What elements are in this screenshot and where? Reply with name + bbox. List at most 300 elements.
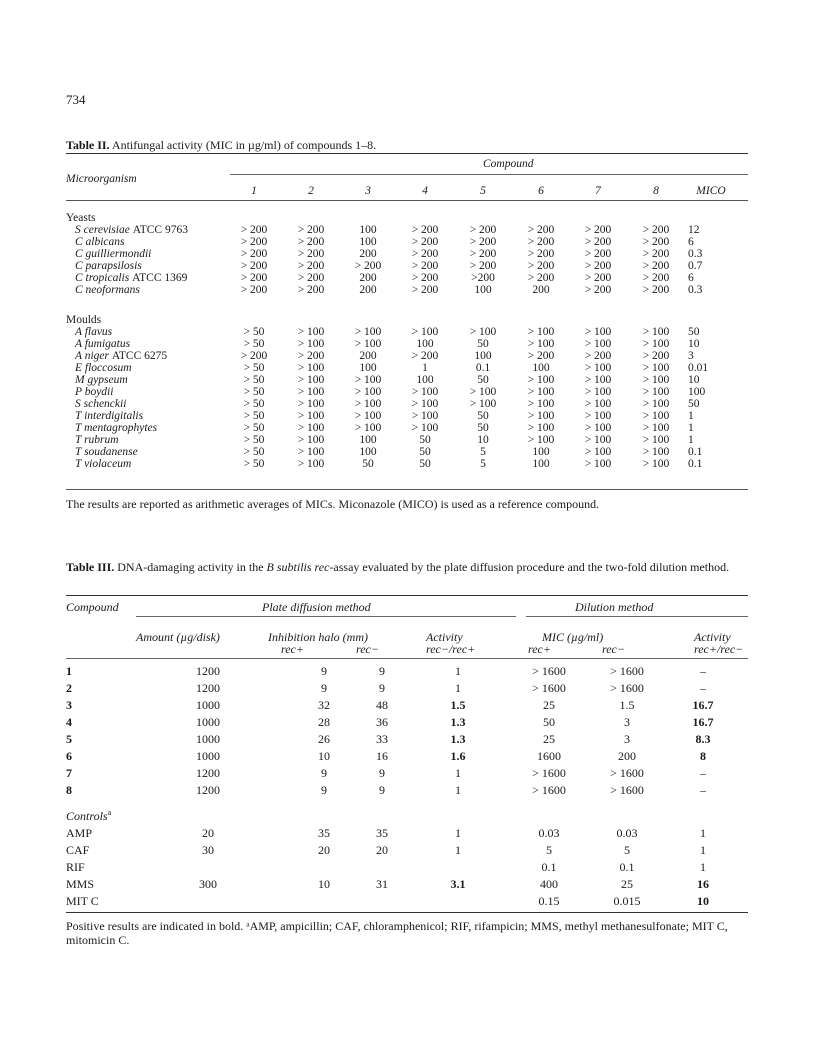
table2-footnote: The results are reported as arithmetic averages of MICs. Miconazole (MICO) is used as a reference compound. bbox=[66, 497, 600, 511]
organism-strain: ATCC 1369 bbox=[132, 272, 188, 284]
cell-amount: 1200 bbox=[196, 766, 220, 780]
mic-value: > 100 bbox=[411, 422, 439, 434]
mic-value: > 50 bbox=[243, 410, 265, 422]
table3-row bbox=[66, 698, 748, 714]
compound-id: 8 bbox=[66, 783, 72, 797]
cell-halo-minus: 20 bbox=[376, 843, 388, 857]
mico-value: 50 bbox=[688, 326, 700, 338]
mico-value: 10 bbox=[688, 374, 700, 386]
mic-value: > 100 bbox=[297, 338, 325, 350]
organism-species: A niger bbox=[75, 350, 109, 362]
table3-control-row bbox=[66, 894, 748, 910]
compound-id: 7 bbox=[66, 766, 72, 780]
cell-halo-minus: 33 bbox=[376, 732, 388, 746]
mic-value: 5 bbox=[480, 446, 486, 458]
cell-halo-minus: 9 bbox=[379, 766, 385, 780]
mico-value: 0.1 bbox=[688, 458, 703, 470]
organism-species: C guilliermondii bbox=[75, 248, 152, 260]
mic-value: > 100 bbox=[297, 398, 325, 410]
cell-activity2: 10 bbox=[697, 894, 709, 908]
mic-value: > 200 bbox=[297, 224, 325, 236]
mic-value: > 200 bbox=[354, 260, 382, 272]
mico-value: 1 bbox=[688, 422, 694, 434]
cell-mic-plus: 25 bbox=[543, 698, 555, 712]
mic-value: > 100 bbox=[411, 326, 439, 338]
mic-value: 100 bbox=[416, 338, 434, 350]
mic-value: > 200 bbox=[240, 260, 268, 272]
cell-mic-minus: > 1600 bbox=[610, 766, 644, 780]
mic-value: 100 bbox=[359, 434, 377, 446]
cell-mic-minus: 5 bbox=[624, 843, 630, 857]
mic-value: > 200 bbox=[411, 272, 439, 284]
mic-value: > 100 bbox=[297, 458, 325, 470]
controls-footnote-marker: a bbox=[107, 808, 112, 817]
cell-activity: 1 bbox=[455, 681, 461, 695]
table2-col-header: 6 bbox=[538, 185, 544, 197]
mic-value: > 100 bbox=[354, 374, 382, 386]
mic-value: > 100 bbox=[584, 326, 612, 338]
table2-row bbox=[66, 248, 748, 260]
table2-col-header: 4 bbox=[422, 185, 428, 197]
table2-row bbox=[66, 458, 748, 470]
cell-amount: 1000 bbox=[196, 732, 220, 746]
table3-h-plate: Plate diffusion method bbox=[262, 600, 371, 614]
organism-name bbox=[75, 434, 119, 446]
organism-name bbox=[75, 224, 188, 236]
mic-value: > 200 bbox=[240, 224, 268, 236]
mic-value: 100 bbox=[532, 362, 550, 374]
table2-label: Table II. bbox=[66, 138, 110, 152]
cell-amount: 1000 bbox=[196, 715, 220, 729]
mic-value: > 200 bbox=[584, 350, 612, 362]
table3-dilution-rule bbox=[526, 616, 748, 617]
mic-value: > 100 bbox=[642, 326, 670, 338]
table3-h-halo: Inhibition halo (mm) bbox=[268, 630, 368, 644]
organism-name bbox=[75, 446, 138, 458]
organism-species: A flavus bbox=[75, 326, 113, 338]
table3-title-species: B subtilis rec bbox=[266, 560, 330, 574]
cell-halo-plus: 32 bbox=[318, 698, 330, 712]
cell-halo-minus: 36 bbox=[376, 715, 388, 729]
mic-value: 50 bbox=[477, 338, 489, 350]
table3-h-amount: Amount (µg/disk) bbox=[136, 630, 220, 644]
table2-title: Antifungal activity (MIC in µg/ml) of compounds 1–8. bbox=[111, 138, 377, 152]
cell-activity: 1 bbox=[455, 826, 461, 840]
mic-value: > 100 bbox=[642, 434, 670, 446]
cell-mic-plus: 0.1 bbox=[541, 860, 557, 874]
mic-value: > 100 bbox=[584, 458, 612, 470]
mic-value: > 200 bbox=[240, 236, 268, 248]
mic-value: > 200 bbox=[584, 284, 612, 296]
table3-h-compound: Compound bbox=[66, 600, 119, 614]
cell-halo-minus: 16 bbox=[376, 749, 388, 763]
table2-row bbox=[66, 260, 748, 272]
cell-halo-plus: 10 bbox=[318, 877, 330, 891]
cell-halo-minus: 31 bbox=[376, 877, 388, 891]
mic-value: > 200 bbox=[411, 350, 439, 362]
cell-halo-plus: 28 bbox=[318, 715, 330, 729]
cell-mic-plus: 0.15 bbox=[538, 894, 560, 908]
organism-name bbox=[75, 362, 132, 374]
table3-caption bbox=[66, 560, 748, 574]
mic-value: > 100 bbox=[354, 386, 382, 398]
cell-activity2: 16.7 bbox=[692, 698, 714, 712]
mic-value: > 100 bbox=[527, 374, 555, 386]
mico-value: 0.3 bbox=[688, 284, 703, 296]
organism-species: T violaceum bbox=[75, 458, 132, 470]
mic-value: > 200 bbox=[642, 272, 670, 284]
compound-id: CAF bbox=[66, 843, 90, 857]
mic-value: > 200 bbox=[584, 224, 612, 236]
organism-name bbox=[75, 386, 113, 398]
mic-value: > 50 bbox=[243, 458, 265, 470]
cell-mic-plus: 25 bbox=[543, 732, 555, 746]
table2-col-header: MICO bbox=[696, 185, 726, 197]
table2-section-moulds: Moulds bbox=[66, 314, 102, 326]
organism-strain: ATCC 9763 bbox=[132, 224, 188, 236]
mico-value: 50 bbox=[688, 398, 700, 410]
table3-control-row bbox=[66, 860, 748, 876]
mic-value: 200 bbox=[359, 284, 377, 296]
mic-value: 50 bbox=[362, 458, 374, 470]
organism-species: T rubrum bbox=[75, 434, 119, 446]
cell-activity2: 16 bbox=[697, 877, 709, 891]
mic-value: > 100 bbox=[584, 338, 612, 350]
cell-activity: 1.6 bbox=[450, 749, 466, 763]
cell-amount: 20 bbox=[202, 826, 214, 840]
mic-value: > 200 bbox=[642, 224, 670, 236]
cell-mic-plus: 5 bbox=[546, 843, 552, 857]
cell-activity2: 1 bbox=[700, 826, 706, 840]
compound-id: 3 bbox=[66, 698, 72, 712]
mic-value: 50 bbox=[477, 422, 489, 434]
cell-mic-minus: 3 bbox=[624, 715, 630, 729]
cell-activity2: – bbox=[700, 681, 706, 695]
mic-value: > 200 bbox=[584, 248, 612, 260]
table3-title-post: -assay evaluated by the plate diffusion procedure and the two-fold dilution method. bbox=[329, 560, 730, 574]
cell-halo-minus: 9 bbox=[379, 681, 385, 695]
cell-halo-plus: 10 bbox=[318, 749, 330, 763]
mic-value: > 100 bbox=[297, 422, 325, 434]
mic-value: > 100 bbox=[642, 338, 670, 350]
table2-col-header: 2 bbox=[308, 185, 314, 197]
mic-value: > 100 bbox=[642, 458, 670, 470]
mic-value: > 200 bbox=[411, 248, 439, 260]
organism-species: C albicans bbox=[75, 236, 125, 248]
mic-value: > 100 bbox=[527, 398, 555, 410]
mic-value: 100 bbox=[416, 374, 434, 386]
organism-name bbox=[75, 284, 140, 296]
mic-value: > 200 bbox=[297, 350, 325, 362]
mic-value: > 100 bbox=[527, 434, 555, 446]
table2-col-header: 5 bbox=[480, 185, 486, 197]
cell-amount: 30 bbox=[202, 843, 214, 857]
cell-activity: 1 bbox=[455, 783, 461, 797]
mic-value: > 100 bbox=[527, 422, 555, 434]
cell-halo-plus: 9 bbox=[321, 783, 327, 797]
cell-activity: 1 bbox=[455, 843, 461, 857]
mic-value: > 50 bbox=[243, 434, 265, 446]
mic-value: > 200 bbox=[240, 350, 268, 362]
cell-activity: 1 bbox=[455, 766, 461, 780]
cell-halo-plus: 35 bbox=[318, 826, 330, 840]
mic-value: > 100 bbox=[297, 374, 325, 386]
mic-value: 1 bbox=[422, 362, 428, 374]
table3-bottom-rule bbox=[66, 912, 748, 913]
compound-id: MIT C bbox=[66, 894, 99, 908]
mic-value: > 100 bbox=[642, 386, 670, 398]
mico-value: 6 bbox=[688, 236, 694, 248]
cell-mic-plus: 1600 bbox=[537, 749, 561, 763]
cell-activity: 1.3 bbox=[450, 732, 466, 746]
mic-value: > 200 bbox=[297, 284, 325, 296]
cell-halo-plus: 9 bbox=[321, 766, 327, 780]
table3-plate-rule bbox=[136, 616, 516, 617]
table2-col-header: 8 bbox=[653, 185, 659, 197]
compound-id: AMP bbox=[66, 826, 93, 840]
cell-halo-plus: 9 bbox=[321, 664, 327, 678]
mic-value: > 200 bbox=[642, 284, 670, 296]
mic-value: 50 bbox=[419, 434, 431, 446]
mic-value: > 100 bbox=[584, 362, 612, 374]
compound-id: 6 bbox=[66, 749, 72, 763]
mic-value: > 100 bbox=[297, 446, 325, 458]
compound-id: 5 bbox=[66, 732, 72, 746]
cell-mic-plus: > 1600 bbox=[532, 783, 566, 797]
table2-col-header: 7 bbox=[595, 185, 601, 197]
mico-value: 1 bbox=[688, 434, 694, 446]
mic-value: > 100 bbox=[297, 326, 325, 338]
table2-col-header: 3 bbox=[365, 185, 371, 197]
table2-row bbox=[66, 446, 748, 458]
organism-species: C parapsilosis bbox=[75, 260, 142, 272]
organism-species: A fumigatus bbox=[75, 338, 131, 350]
mic-value: > 200 bbox=[642, 350, 670, 362]
table3-label: Table III. bbox=[66, 560, 115, 574]
table3-h-mic-rec-plus: rec+ bbox=[528, 642, 551, 656]
table2-section-yeasts: Yeasts bbox=[66, 212, 96, 224]
mic-value: 100 bbox=[532, 458, 550, 470]
mic-value: > 200 bbox=[411, 236, 439, 248]
compound-id: 1 bbox=[66, 664, 72, 678]
mic-value: 100 bbox=[359, 236, 377, 248]
table3-h-halo-rec-plus: rec+ bbox=[281, 642, 304, 656]
mic-value: > 200 bbox=[297, 260, 325, 272]
mic-value: > 100 bbox=[411, 398, 439, 410]
table3-row bbox=[66, 783, 748, 799]
table2 bbox=[66, 154, 748, 499]
table3-controls-label bbox=[66, 808, 111, 824]
mic-value: > 200 bbox=[527, 236, 555, 248]
cell-mic-minus: 1.5 bbox=[619, 698, 635, 712]
organism-species: M gypseum bbox=[75, 374, 128, 386]
mic-value: > 200 bbox=[642, 236, 670, 248]
cell-mic-plus: 0.03 bbox=[538, 826, 560, 840]
table2-caption bbox=[66, 138, 746, 152]
mic-value: > 100 bbox=[527, 338, 555, 350]
cell-amount: 1200 bbox=[196, 783, 220, 797]
mico-value: 1 bbox=[688, 410, 694, 422]
organism-species: C tropicalis bbox=[75, 272, 130, 284]
mic-value: 200 bbox=[359, 350, 377, 362]
table2-col-compound: Compound bbox=[483, 158, 534, 170]
mic-value: > 100 bbox=[642, 410, 670, 422]
organism-species: S cerevisiae bbox=[75, 224, 130, 236]
organism-name bbox=[75, 338, 130, 350]
mic-value: 5 bbox=[480, 458, 486, 470]
table2-row bbox=[66, 326, 748, 338]
cell-halo-plus: 20 bbox=[318, 843, 330, 857]
table3-h-ratio-dilution: rec+/rec− bbox=[694, 642, 744, 656]
cell-halo-minus: 35 bbox=[376, 826, 388, 840]
mic-value: > 200 bbox=[642, 248, 670, 260]
organism-name bbox=[75, 422, 157, 434]
organism-species: T soudanense bbox=[75, 446, 138, 458]
mic-value: > 200 bbox=[584, 260, 612, 272]
mic-value: > 100 bbox=[469, 398, 497, 410]
cell-mic-plus: 50 bbox=[543, 715, 555, 729]
controls-label-text: Controls bbox=[66, 809, 108, 823]
cell-mic-minus: 3 bbox=[624, 732, 630, 746]
table2-col-header: 1 bbox=[251, 185, 257, 197]
cell-halo-plus: 9 bbox=[321, 681, 327, 695]
mic-value: > 50 bbox=[243, 422, 265, 434]
organism-name bbox=[75, 260, 142, 272]
mic-value: > 100 bbox=[584, 434, 612, 446]
compound-id: 2 bbox=[66, 681, 72, 695]
mic-value: 100 bbox=[359, 362, 377, 374]
organism-name bbox=[75, 248, 151, 260]
table2-row bbox=[66, 374, 748, 386]
cell-amount: 1000 bbox=[196, 749, 220, 763]
organism-name bbox=[75, 410, 143, 422]
mic-value: > 100 bbox=[642, 374, 670, 386]
cell-halo-minus: 9 bbox=[379, 664, 385, 678]
mic-value: > 200 bbox=[297, 236, 325, 248]
table3-row bbox=[66, 732, 748, 748]
mic-value: > 200 bbox=[240, 272, 268, 284]
mic-value: > 50 bbox=[243, 386, 265, 398]
cell-activity2: 8 bbox=[700, 749, 706, 763]
cell-activity: 1.3 bbox=[450, 715, 466, 729]
mic-value: > 100 bbox=[354, 338, 382, 350]
mic-value: > 100 bbox=[584, 386, 612, 398]
mico-value: 6 bbox=[688, 272, 694, 284]
mic-value: > 200 bbox=[584, 272, 612, 284]
cell-activity2: 16.7 bbox=[692, 715, 714, 729]
mic-value: > 200 bbox=[411, 260, 439, 272]
table3-h-activity-dilution: Activity bbox=[694, 630, 731, 644]
cell-activity2: 1 bbox=[700, 843, 706, 857]
mic-value: > 200 bbox=[527, 350, 555, 362]
mic-value: 200 bbox=[359, 248, 377, 260]
table3-footnote: Positive results are indicated in bold. ᵃAMP, ampicillin; CAF, chloramphenicol; RIF, rifampicin; MMS, methyl methanesulfonate; MIT C, mitomicin C. bbox=[66, 919, 728, 947]
organism-species: T mentagrophytes bbox=[75, 422, 158, 434]
table3-header-rule bbox=[66, 658, 748, 659]
cell-halo-plus: 26 bbox=[318, 732, 330, 746]
mic-value: > 50 bbox=[243, 374, 265, 386]
cell-activity: 1 bbox=[455, 664, 461, 678]
cell-amount: 1200 bbox=[196, 681, 220, 695]
mic-value: > 100 bbox=[527, 410, 555, 422]
cell-mic-minus: 25 bbox=[621, 877, 633, 891]
mic-value: 200 bbox=[532, 284, 550, 296]
table2-header-rule bbox=[66, 200, 748, 201]
mic-value: > 100 bbox=[584, 398, 612, 410]
table2-row bbox=[66, 236, 748, 248]
table3-row bbox=[66, 664, 748, 680]
mico-value: 0.01 bbox=[688, 362, 709, 374]
mico-value: 10 bbox=[688, 338, 700, 350]
table3-h-mic: MIC (µg/ml) bbox=[542, 630, 604, 644]
table2-row bbox=[66, 338, 748, 350]
mic-value: > 100 bbox=[297, 434, 325, 446]
table2-row bbox=[66, 410, 748, 422]
mic-value: > 200 bbox=[297, 272, 325, 284]
mic-value: 100 bbox=[532, 446, 550, 458]
table3-h-dilution: Dilution method bbox=[575, 600, 654, 614]
table2-compound-rule bbox=[230, 174, 748, 175]
mic-value: 100 bbox=[359, 224, 377, 236]
cell-amount: 300 bbox=[199, 877, 217, 891]
table3-h-halo-rec-minus: rec− bbox=[356, 642, 379, 656]
mic-value: 100 bbox=[474, 284, 492, 296]
mic-value: > 100 bbox=[354, 422, 382, 434]
table3-control-row bbox=[66, 843, 748, 859]
page-number: 734 bbox=[66, 92, 86, 107]
mico-value: 0.3 bbox=[688, 248, 703, 260]
cell-mic-minus: 0.1 bbox=[619, 860, 635, 874]
mic-value: > 200 bbox=[584, 236, 612, 248]
cell-activity2: – bbox=[700, 766, 706, 780]
table3 bbox=[66, 596, 748, 914]
mic-value: > 200 bbox=[240, 284, 268, 296]
cell-mic-plus: 400 bbox=[540, 877, 558, 891]
mic-value: > 100 bbox=[527, 326, 555, 338]
organism-species: E floccosum bbox=[75, 362, 132, 374]
table2-row bbox=[66, 224, 748, 236]
cell-halo-minus: 9 bbox=[379, 783, 385, 797]
mic-value: 50 bbox=[419, 458, 431, 470]
cell-activity: 1.5 bbox=[450, 698, 466, 712]
mic-value: > 200 bbox=[527, 260, 555, 272]
table3-row bbox=[66, 766, 748, 782]
cell-activity: 3.1 bbox=[450, 877, 466, 891]
mic-value: > 100 bbox=[584, 410, 612, 422]
mic-value: > 100 bbox=[584, 446, 612, 458]
mic-value: > 100 bbox=[642, 362, 670, 374]
mico-value: 0.1 bbox=[688, 446, 703, 458]
mic-value: > 100 bbox=[642, 446, 670, 458]
mico-value: 3 bbox=[688, 350, 694, 362]
table2-row bbox=[66, 422, 748, 434]
cell-halo-minus: 48 bbox=[376, 698, 388, 712]
organism-name bbox=[75, 458, 131, 470]
organism-species: T interdigitalis bbox=[75, 410, 144, 422]
compound-id: 4 bbox=[66, 715, 72, 729]
mic-value: 10 bbox=[477, 434, 489, 446]
table3-row bbox=[66, 749, 748, 765]
mic-value: > 200 bbox=[469, 236, 497, 248]
mic-value: > 100 bbox=[411, 410, 439, 422]
mic-value: > 200 bbox=[527, 224, 555, 236]
table3-row bbox=[66, 715, 748, 731]
compound-id: MMS bbox=[66, 877, 95, 891]
mic-value: > 200 bbox=[240, 248, 268, 260]
mic-value: > 200 bbox=[469, 260, 497, 272]
mic-value: > 100 bbox=[642, 422, 670, 434]
mic-value: > 50 bbox=[243, 338, 265, 350]
